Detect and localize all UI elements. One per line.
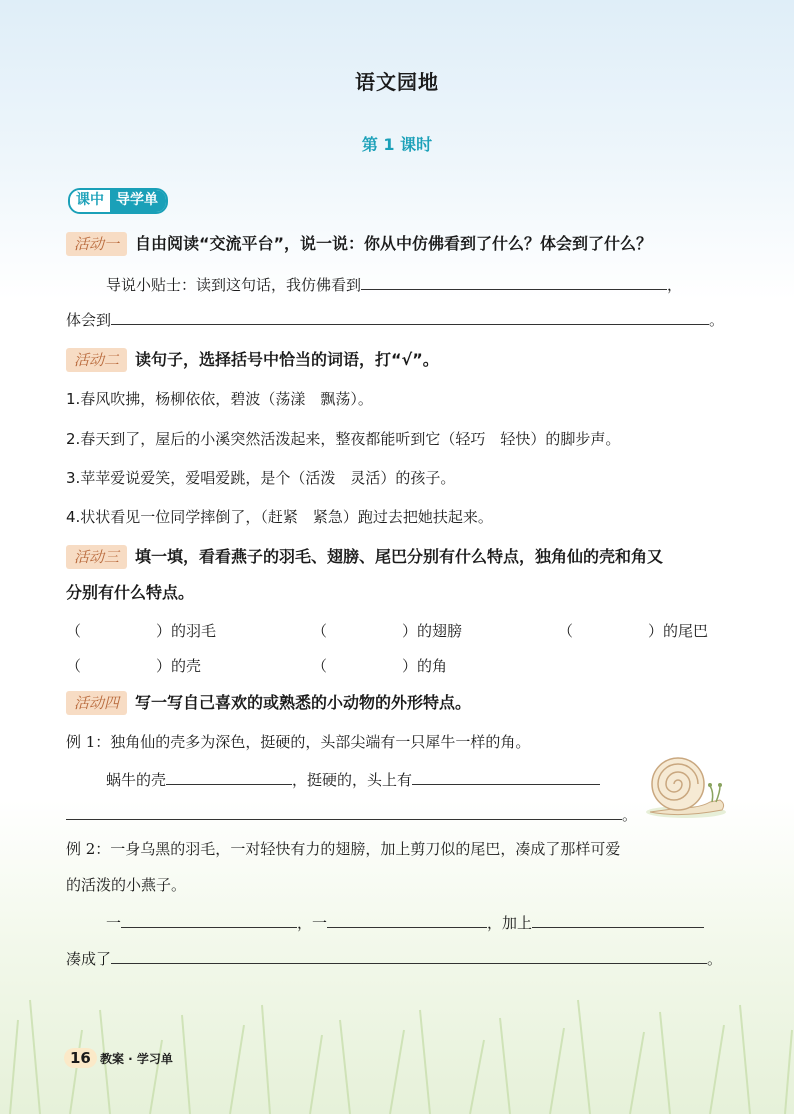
example1-text: 例 1：独角仙的壳多为深色，挺硬的，头部尖端有一只犀牛一样的角。	[66, 733, 531, 751]
activity2-question: 读句子，选择括号中恰当的词语，打“√”。	[135, 350, 439, 369]
activity2-tag: 活动二	[66, 348, 127, 372]
activity3-question-row	[66, 545, 663, 569]
blank-snail-line2[interactable]	[66, 803, 622, 820]
activity1-tip-row	[106, 273, 682, 296]
activity2-item-4: 4.状状看见一位同学摔倒了，（赶紧 紧急）跑过去把她扶起来。	[66, 508, 493, 526]
fill-feather[interactable]: （ ）的羽毛	[66, 622, 217, 640]
activity1-tag: 活动一	[66, 232, 127, 256]
activity2-question-row	[66, 348, 439, 372]
example2-line1: 例 2：一身乌黑的羽毛，一对轻快有力的翅膀，加上剪刀似的尾巴，凑成了那样可爱	[66, 840, 621, 858]
activity2-item-3: 3.苹苹爱说爱笑，爱唱爱跳，是个（活泼 灵活）的孩子。	[66, 469, 456, 487]
badge-right: 导学单	[110, 190, 166, 212]
example1-fill-row2	[66, 803, 637, 826]
blank-ex2-3[interactable]	[532, 911, 704, 928]
page-number: 16	[64, 1048, 97, 1068]
example2-fill-row	[106, 911, 704, 934]
activity1-question: 自由阅读“交流平台”，说一说：你从中仿佛看到了什么？体会到了什么？	[135, 234, 653, 253]
fill-tail[interactable]: （ ）的尾巴	[558, 622, 709, 640]
example1-fill-row	[106, 768, 600, 791]
snail-mid-text: ，挺硬的，头上有	[292, 771, 413, 789]
blank-snail-shell[interactable]	[166, 768, 292, 785]
blank-ex2-4[interactable]	[111, 947, 707, 964]
activity2-item-1: 1.春风吹拂，杨柳依依，碧波（荡漾 飘荡）。	[66, 390, 373, 408]
activity2-item-2: 2.春天到了，屋后的小溪突然活泼起来，整夜都能听到它（轻巧 轻快）的脚步声。	[66, 430, 621, 448]
fill-plus: ，加上	[487, 914, 533, 932]
blank-feel[interactable]	[111, 308, 709, 325]
snail-shell-label: 蜗牛的壳	[106, 771, 167, 789]
fill-horn[interactable]: （ ）的角	[312, 657, 448, 675]
comma: ，	[667, 276, 683, 294]
activity3-question: 填一填，看看燕子的羽毛、翅膀、尾巴分别有什么特点，独角仙的壳和角又	[135, 547, 664, 566]
example2-line2: 的活泼的小燕子。	[66, 876, 187, 894]
lesson-subtitle: 第 1 课时	[361, 135, 433, 154]
activity1-feel-label: 体会到	[66, 311, 112, 329]
period: 。	[707, 950, 723, 968]
fill-one-b: ，一	[297, 914, 328, 932]
blank-see[interactable]	[361, 273, 667, 290]
page-title: 语文园地	[355, 70, 439, 94]
activity4-question: 写一写自己喜欢的或熟悉的小动物的外形特点。	[135, 693, 472, 712]
blank-ex2-2[interactable]	[327, 911, 487, 928]
section-badge	[68, 188, 168, 214]
blank-ex2-1[interactable]	[121, 911, 297, 928]
period: 。	[709, 311, 725, 329]
fill-shell[interactable]: （ ）的壳	[66, 657, 202, 675]
period: 。	[622, 806, 638, 824]
snail-illustration	[640, 752, 728, 820]
activity4-question-row	[66, 691, 471, 715]
blank-snail-head[interactable]	[412, 768, 600, 785]
activity1-question-row	[66, 232, 652, 256]
activity3-question-line2: 分别有什么特点。	[66, 583, 195, 602]
fill-one-a: 一	[106, 914, 122, 932]
badge-left: 课中	[70, 190, 110, 212]
activity3-tag: 活动三	[66, 545, 127, 569]
footer-text: 教案 · 学习单	[100, 1052, 173, 1066]
fill-wing[interactable]: （ ）的翅膀	[312, 622, 463, 640]
example2-fill-row2	[66, 947, 722, 970]
fill-formed: 凑成了	[66, 950, 112, 968]
activity1-tip: 导说小贴士：读到这句话，我仿佛看到	[106, 276, 362, 294]
activity4-tag: 活动四	[66, 691, 127, 715]
activity1-tip-row2	[66, 308, 724, 331]
